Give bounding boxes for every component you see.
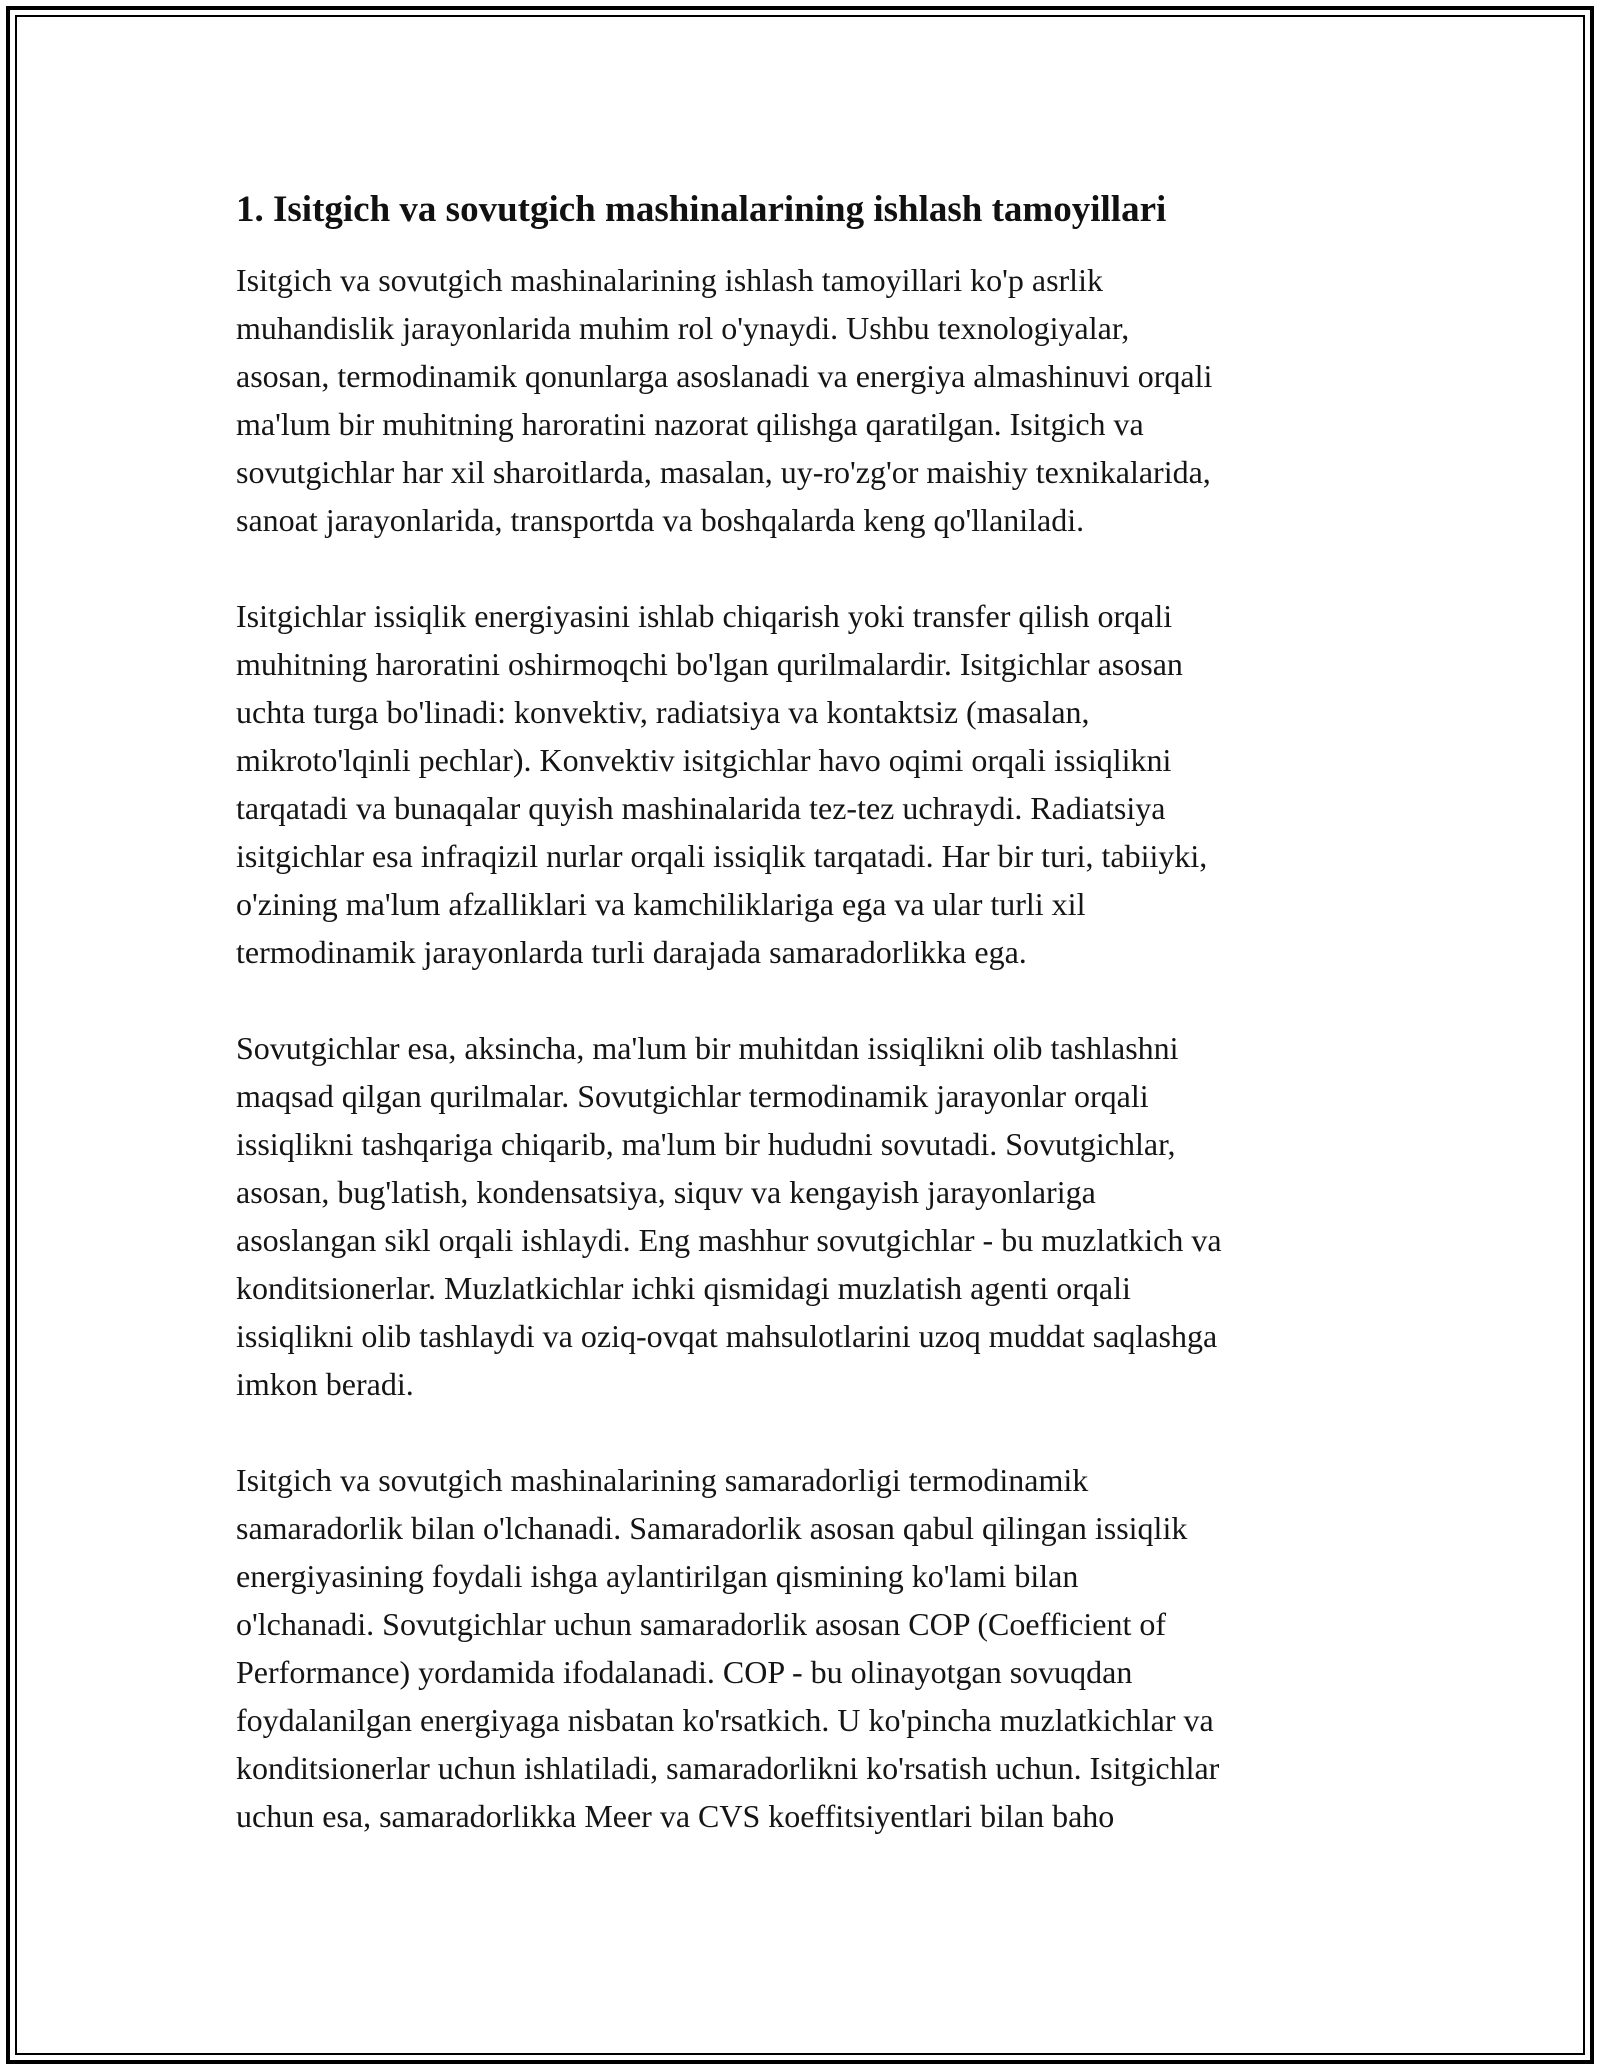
- text-line: tarqatadi va bunaqalar quyish mashinalarida tez-tez uchraydi. Radiatsiya: [236, 790, 1166, 826]
- text-line: Performance) yordamida ifodalanadi. COP - bu olinayotgan sovuqdan: [236, 1654, 1133, 1690]
- text-line: maqsad qilgan qurilmalar. Sovutgichlar termodinamik jarayonlar orqali: [236, 1078, 1149, 1114]
- document-body: [236, 186, 1376, 1888]
- text-line: sanoat jarayonlarida, transportda va boshqalarda keng qo'llaniladi.: [236, 502, 1085, 538]
- paragraph-intro: [236, 256, 1376, 544]
- text-line: o'lchanadi. Sovutgichlar uchun samaradorlik asosan COP (Coefficient of: [236, 1606, 1166, 1642]
- text-line: o'zining ma'lum afzalliklari va kamchiliklariga ega va ular turli xil: [236, 886, 1086, 922]
- text-line: Isitgichlar issiqlik energiyasini ishlab chiqarish yoki transfer qilish orqali: [236, 598, 1173, 634]
- text-line: Isitgich va sovutgich mashinalarining samaradorligi termodinamik: [236, 1462, 1089, 1498]
- text-line: muhitning haroratini oshirmoqchi bo'lgan qurilmalardir. Isitgichlar asosan: [236, 646, 1183, 682]
- text-line: asoslangan sikl orqali ishlaydi. Eng mashhur sovutgichlar - bu muzlatkich va: [236, 1222, 1222, 1258]
- text-line: isitgichlar esa infraqizil nurlar orqali issiqlik tarqatadi. Har bir turi, tabiiyki,: [236, 838, 1208, 874]
- text-line: konditsionerlar. Muzlatkichlar ichki qismidagi muzlatish agenti orqali: [236, 1270, 1131, 1306]
- text-line: sovutgichlar har xil sharoitlarda, masalan, uy-ro'zg'or maishiy texnikalarida,: [236, 454, 1211, 490]
- section-heading: 1. Isitgich va sovutgich mashinalarining ishlash tamoyillari: [236, 189, 1167, 230]
- text-line: termodinamik jarayonlarda turli darajada samaradorlikka ega.: [236, 934, 1027, 970]
- paragraph-heaters: [236, 592, 1376, 976]
- text-line: konditsionerlar uchun ishlatiladi, samaradorlikni ko'rsatish uchun. Isitgichlar: [236, 1750, 1220, 1786]
- text-line: issiqlikni olib tashlaydi va oziq-ovqat mahsulotlarini uzoq muddat saqlashga: [236, 1318, 1218, 1354]
- paragraph-efficiency: [236, 1456, 1376, 1840]
- text-line: asosan, bug'latish, kondensatsiya, siquv va kengayish jarayonlariga: [236, 1174, 1096, 1210]
- text-line: imkon beradi.: [236, 1366, 414, 1402]
- text-line: uchun esa, samaradorlikka Meer va CVS koeffitsiyentlari bilan baho: [236, 1798, 1115, 1834]
- text-line: issiqlikni tashqariga chiqarib, ma'lum bir hududni sovutadi. Sovutgichlar,: [236, 1126, 1176, 1162]
- text-line: ma'lum bir muhitning haroratini nazorat qilishga qaratilgan. Isitgich va: [236, 406, 1144, 442]
- text-line: Sovutgichlar esa, aksincha, ma'lum bir muhitdan issiqlikni olib tashlashni: [236, 1030, 1179, 1066]
- text-line: energiyasining foydali ishga aylantirilgan qismining ko'lami bilan: [236, 1558, 1079, 1594]
- text-line: samaradorlik bilan o'lchanadi. Samaradorlik asosan qabul qilingan issiqlik: [236, 1510, 1188, 1546]
- paragraph-coolers: [236, 1024, 1376, 1408]
- text-line: foydalanilgan energiyaga nisbatan ko'rsatkich. U ko'pincha muzlatkichlar va: [236, 1702, 1214, 1738]
- text-line: Isitgich va sovutgich mashinalarining ishlash tamoyillari ko'p asrlik: [236, 262, 1103, 298]
- text-line: uchta turga bo'linadi: konvektiv, radiatsiya va kontaktsiz (masalan,: [236, 694, 1090, 730]
- text-line: asosan, termodinamik qonunlarga asoslanadi va energiya almashinuvi orqali: [236, 358, 1213, 394]
- text-line: muhandislik jarayonlarida muhim rol o'ynaydi. Ushbu texnologiyalar,: [236, 310, 1130, 346]
- text-line: mikroto'lqinli pechlar). Konvektiv isitgichlar havo oqimi orqali issiqlikni: [236, 742, 1172, 778]
